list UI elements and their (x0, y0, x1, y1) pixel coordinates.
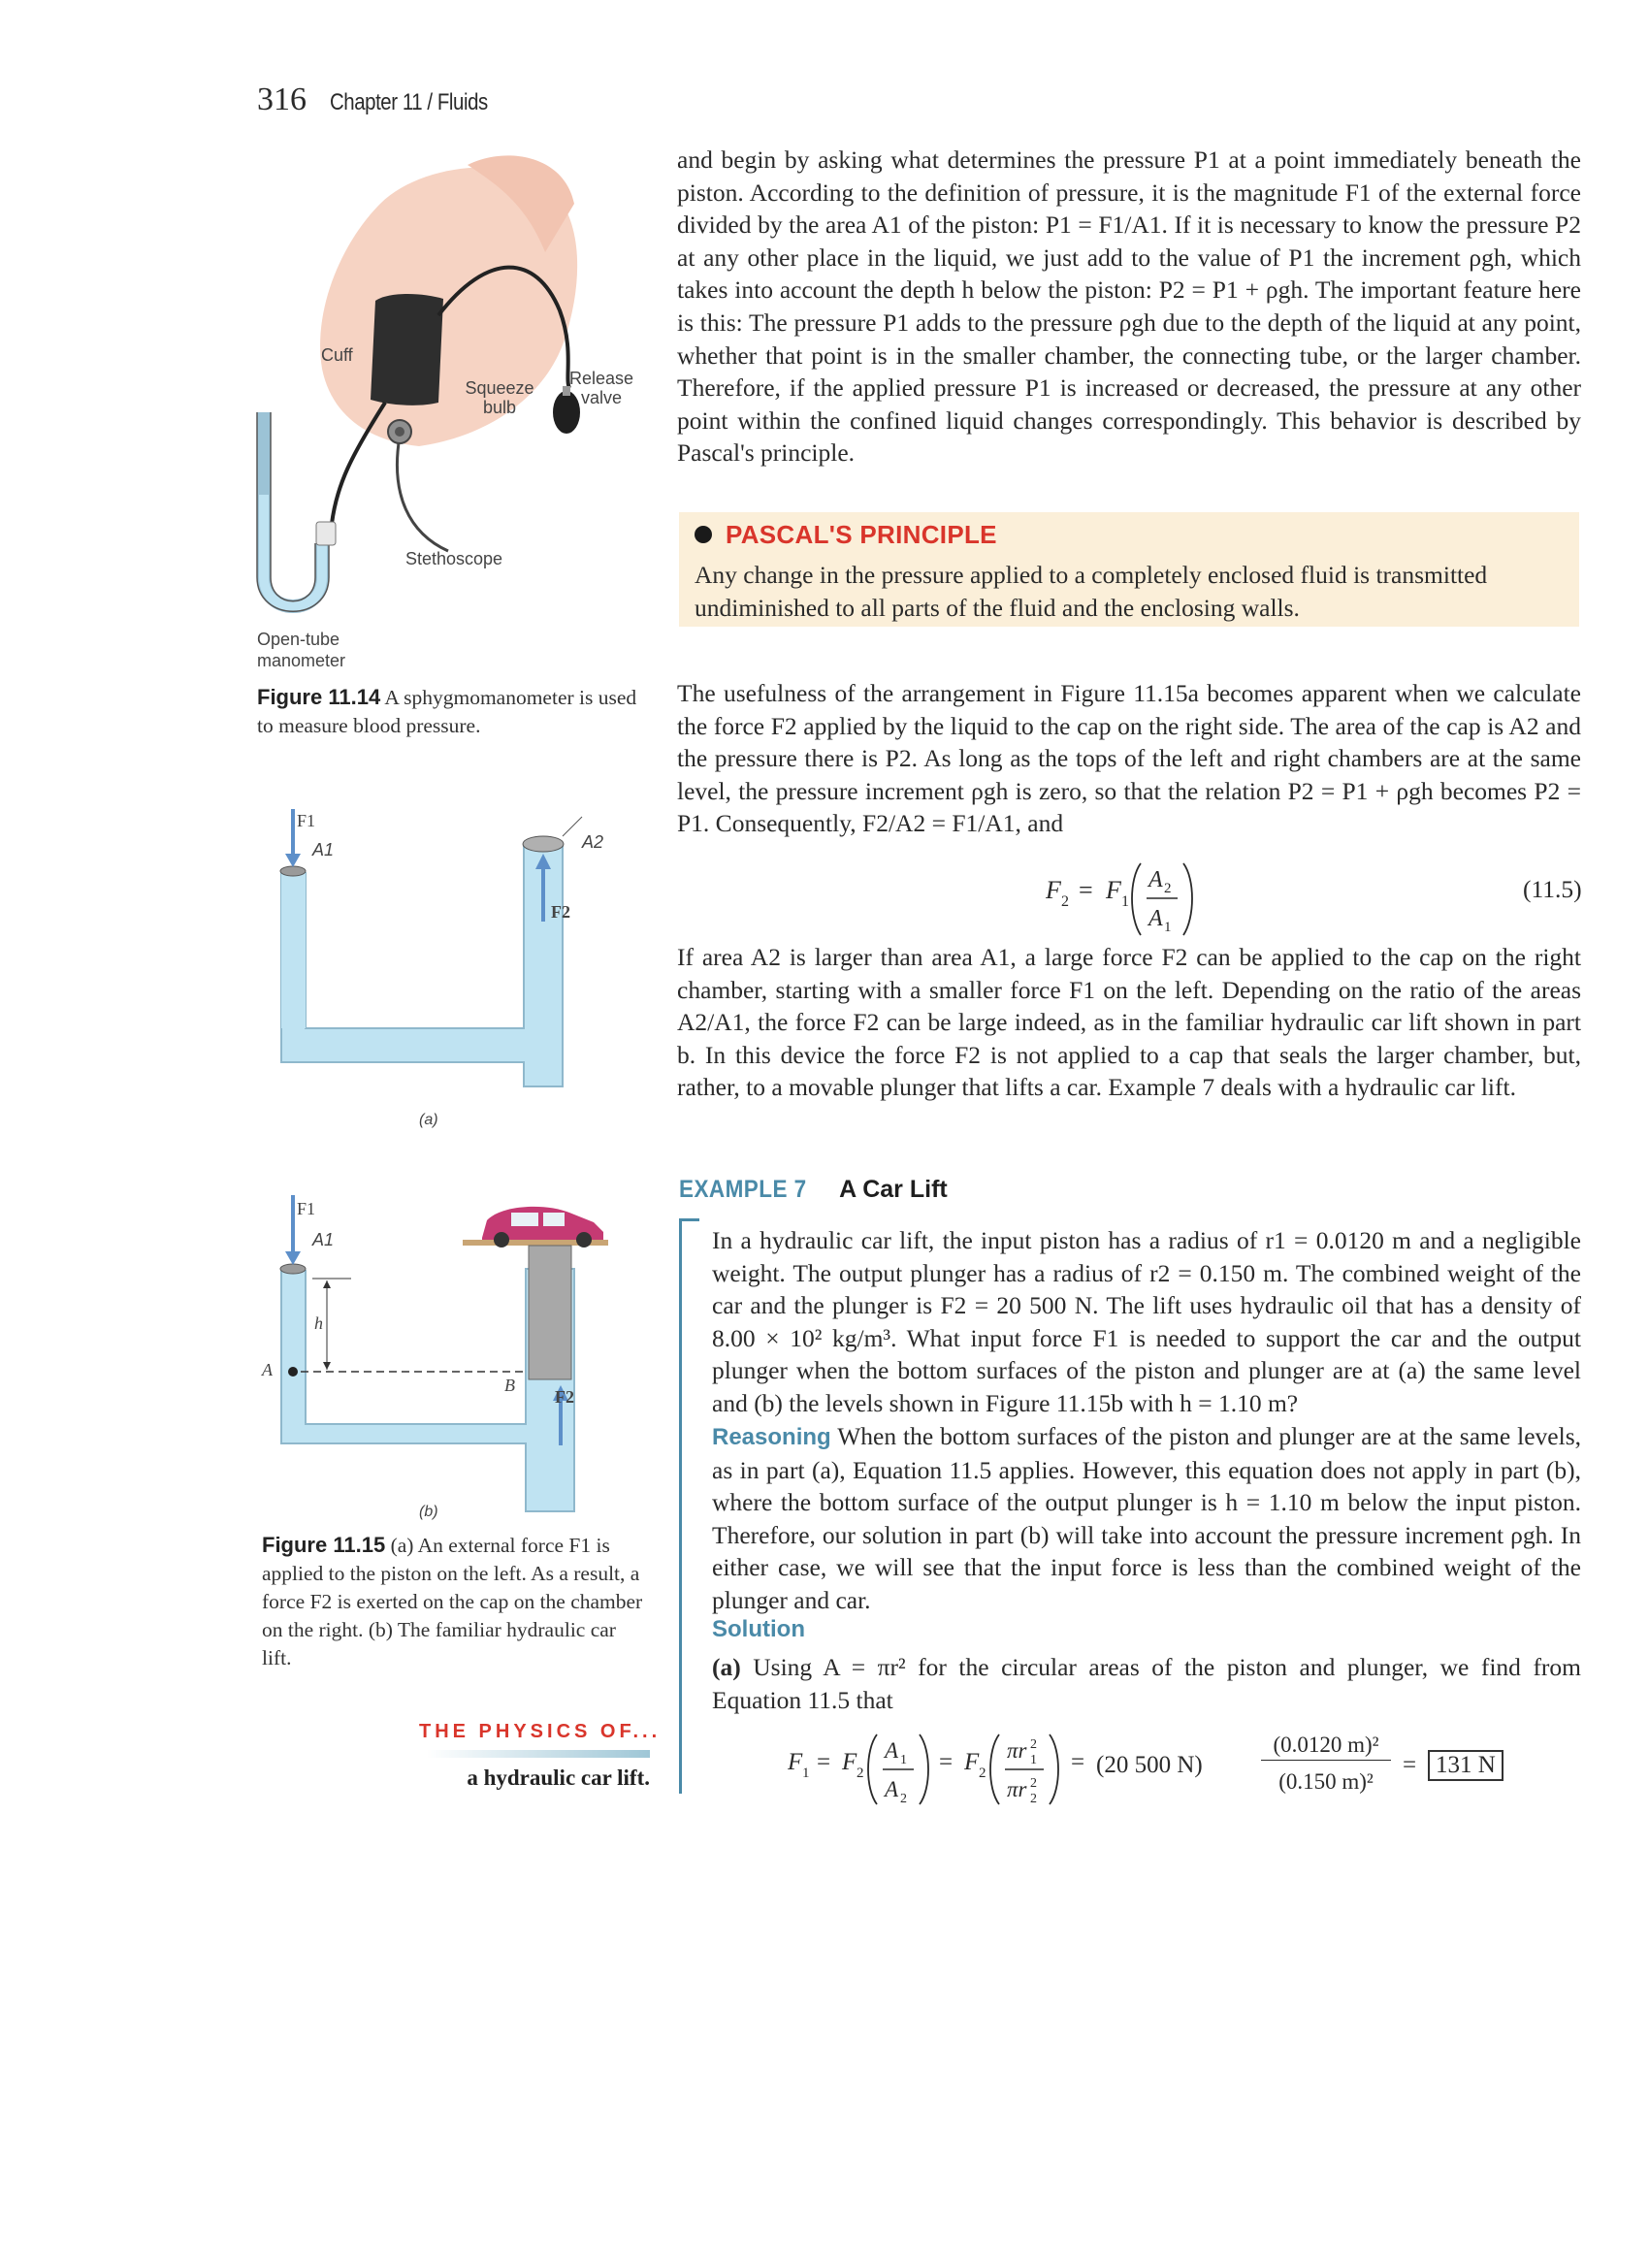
figure-11-14-caption (257, 683, 645, 740)
part-a-label: (a) (419, 1112, 438, 1128)
page-number: 316 (257, 81, 307, 117)
bullet-icon (695, 526, 712, 543)
manometer-figure (254, 407, 371, 640)
eq-numerator: (0.0120 m)² (1261, 1733, 1391, 1761)
large-cap (523, 836, 564, 852)
figure-11-14-text: A sphygmomanometer is used to measure blood pressure. (257, 686, 637, 737)
example-title: A Car Lift (839, 1176, 948, 1203)
point-a (288, 1367, 298, 1377)
chapter-title: Chapter 11 / Fluids (330, 89, 488, 115)
small-piston-b (280, 1264, 306, 1274)
cuff-label: Cuff (321, 345, 353, 365)
manometer-connector (316, 522, 336, 545)
pascal-principle-title: PASCAL'S PRINCIPLE (695, 520, 997, 550)
figure-11-14-label: Figure 11.14 (257, 685, 381, 709)
h-label: h (314, 1313, 323, 1333)
answer-box: 131 N (1428, 1750, 1504, 1781)
svg-text:2: 2 (1030, 1792, 1037, 1806)
reasoning-label: Reasoning (712, 1424, 831, 1450)
svg-text:1: 1 (802, 1766, 810, 1781)
svg-text:πr: πr (1007, 1777, 1027, 1801)
svg-text:1: 1 (1164, 920, 1172, 935)
solution-label: Solution (712, 1616, 805, 1642)
point-a-label: A (262, 1360, 273, 1379)
page-header (257, 81, 516, 118)
a1-label-b: A1 (312, 1230, 335, 1249)
solution-equation (788, 1719, 1331, 1816)
svg-text:2: 2 (1030, 1737, 1037, 1752)
svg-text:πr: πr (1007, 1738, 1027, 1763)
svg-text:=: = (1071, 1749, 1085, 1775)
eq-equals: = (1403, 1752, 1417, 1778)
part-b-label: (b) (419, 1504, 438, 1520)
reasoning-text: When the bottom surfaces of the piston and plunger are at the same levels, as in part (a), Equation 11.5 applies. However, this equation does not apply in part (b), where the bottom surface of the output plunger is h = 1.10 m below the input piston. Therefore, our solution in part (b) will take into account the pressure increment ρgh. In either case, we will see that the input force is less than the combined weight of the plunger and car. (712, 1422, 1581, 1614)
paragraph-3: If area A2 is larger than area A1, a large force F2 can be applied to the cap on the right chamber, starting with a smaller force F1 on the left. Depending on the ratio of the areas A2/A1, the force F2 can be large indeed, as in the familiar hydraulic car lift shown in part b. In this device the force F2 is not applied to a cap that seals the larger chamber, but, rather, to a movable plunger that lifts a car. Example 7 deals with a hydraulic car lift. (677, 943, 1581, 1102)
fluid-chamber (281, 844, 563, 1086)
svg-text:2: 2 (979, 1766, 986, 1781)
plunger (529, 1246, 571, 1379)
svg-text:=: = (939, 1749, 954, 1775)
example-problem: In a hydraulic car lift, the input piston has a radius of r1 = 0.0120 m and a negligible weight. The output plunger has a radius of r2 = 0.150 m. The combined weight of the car and the plunger is F2 = 20 500 N. The lift uses hydraulic oil that has a density of 8.00 × 10² kg/m³. What input force F1 is needed to support the car and the output plunger when the bottom surfaces of the piston and plunger are at (a) the same level and (b) the levels shown in Figure 11.15b with h = 1.10 m? (712, 1226, 1581, 1417)
stethoscope-label: Stethoscope (405, 549, 503, 568)
svg-text:=: = (1079, 876, 1093, 904)
svg-text:1: 1 (1121, 893, 1129, 910)
svg-text:2: 2 (900, 1792, 907, 1806)
svg-text:2: 2 (1030, 1776, 1037, 1791)
svg-text:A: A (1148, 867, 1163, 892)
svg-text:2: 2 (1061, 893, 1069, 910)
svg-text:F: F (788, 1749, 803, 1775)
pascal-principle-text: Any change in the pressure applied to a completely enclosed fluid is transmitted undiminished to all parts of the fluid and the enclosing walls. (695, 561, 1488, 622)
physics-of-label: THE PHYSICS OF... (419, 1721, 662, 1742)
a2-label-a: A2 (582, 832, 604, 852)
svg-text:2: 2 (857, 1766, 864, 1781)
svg-text:F: F (1046, 876, 1061, 904)
equation-number: (11.5) (1523, 875, 1582, 903)
paragraph-2: The usefulness of the arrangement in Figure 11.15a becomes apparent when we calculate the force F2 applied by the liquid to the cap on the right side. The area of the cap is A2 and the pressure there is P2. As long as the tops of the left and right chambers are at the same level, the pressure increment ρgh is zero, so that the relation P2 = P1 + ρgh becomes P2 = P1. Consequently, F2/A2 = F1/A1, and (677, 679, 1581, 838)
svg-text:F: F (1106, 876, 1121, 904)
example-label: EXAMPLE 7 (679, 1176, 807, 1203)
svg-text:A: A (885, 1777, 899, 1801)
squeeze-bulb-label: Squeeze bulb (465, 378, 534, 417)
svg-text:1: 1 (1030, 1753, 1037, 1767)
car-wheel (494, 1232, 509, 1247)
paragraph-1: and begin by asking what determines the pressure P1 at a point immediately beneath the piston. According to the definition of pressure, it is the magnitude F1 of the external force divided by the area A1 of the piston: P1 = F1/A1. If it is necessary to know the pressure P2 at any other place in the liquid, we just add to the value of P1 the increment ρgh, which takes into account the depth h below the piston: P2 = P1 + ρgh. The important feature here is this: The pressure P1 adds to the pressure ρgh due to the depth of the liquid at any point, whether that point is in the smaller chamber, the connecting tube, or the larger chamber. Therefore, if the applied pressure P1 is increased or decreased, the pressure at any other point within the confined liquid changes correspondingly. This behavior is described by Pascal's principle. (677, 146, 1581, 468)
solution-a-part: (a) (712, 1653, 741, 1681)
figure-11-15-caption (262, 1531, 650, 1672)
svg-text:A: A (1148, 906, 1163, 931)
f1-label-b: F1 (297, 1199, 316, 1218)
svg-text:A: A (885, 1738, 899, 1763)
physics-of-bar (427, 1750, 650, 1758)
eq-denominator: (0.150 m)² (1278, 1769, 1374, 1794)
stethoscope-tube (397, 437, 448, 551)
car-wheel (576, 1232, 592, 1247)
physics-of-topic: a hydraulic car lift. (467, 1766, 650, 1790)
figure-11-15-text: (a) An external force F1 is applied to the piston on the left. As a result, a force F2 is exerted on the cap on the chamber on the right. (b) The familiar hydraulic car lift. (262, 1534, 643, 1669)
manometer-label: Open-tube manometer (257, 630, 346, 670)
figure-11-15-label: Figure 11.15 (262, 1533, 386, 1557)
equation-11-5 (1046, 850, 1453, 947)
cuff-shape (371, 294, 443, 405)
a1-label-a: A1 (312, 840, 335, 859)
release-valve-label: Release valve (568, 369, 634, 407)
eq-f2-value: (20 500 N) (1096, 1752, 1203, 1778)
svg-text:2: 2 (1164, 881, 1172, 896)
f2-label-a: F2 (551, 902, 570, 922)
example-bracket (679, 1218, 699, 1794)
small-piston (280, 866, 306, 876)
svg-text:1: 1 (900, 1753, 907, 1767)
solution-a-text: (a) Using A = πr² for the circular areas of the piston and plunger, we find from Equation 11.5 that (712, 1653, 1582, 1714)
example-reasoning (712, 1420, 1581, 1617)
svg-text:=: = (817, 1749, 831, 1775)
svg-text:F: F (964, 1749, 980, 1775)
f2-label-b: F2 (555, 1387, 574, 1407)
point-b-label: B (504, 1376, 515, 1395)
svg-text:F: F (842, 1749, 857, 1775)
example-heading (679, 1176, 948, 1204)
f1-label-a: F1 (297, 811, 316, 830)
